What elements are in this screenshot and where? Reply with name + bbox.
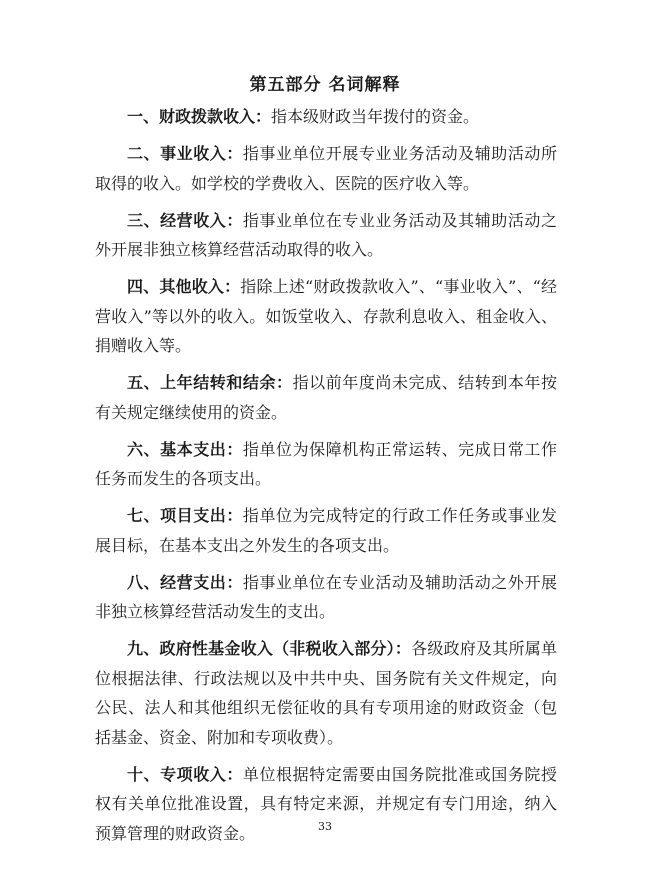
definition-term: 八、经营支出： (127, 572, 243, 592)
definition-operating-income (95, 206, 557, 265)
definition-government-fund-income (95, 634, 557, 752)
definitions-list (95, 102, 557, 856)
definition-term: 十、专项收入： (127, 764, 243, 784)
definition-project-expenditure (95, 501, 557, 560)
definition-fiscal-appropriation-income (95, 102, 557, 132)
definition-term: 六、基本支出： (127, 439, 243, 459)
definition-term: 四、其他收入： (127, 277, 241, 296)
definition-term: 三、经营收入： (127, 210, 243, 230)
definition-term: 七、项目支出： (127, 506, 243, 525)
definition-term: 九、政府性基金收入（非税收入部分）： (127, 639, 412, 658)
definition-business-income (95, 139, 557, 198)
definition-text: 单位根据特定需要由国务院批准或国务院授权有关单位批准设置，具有特定来源，并规定有专门用途，纳入预算管理的财政资金。 (95, 764, 557, 843)
definition-text: 指除上述“财政拨款收入”、“事业收入”、“经营收入”等以外的收入。如饭堂收入、存款利息收入、租金收入、捐赠收入等。 (95, 277, 557, 355)
definition-text: 指本级财政当年拨付的资金。 (271, 107, 480, 126)
definition-term: 二、事业收入： (127, 144, 243, 163)
definition-text: 指事业单位在专业活动及辅助活动之外开展非独立核算经营活动发生的支出。 (95, 572, 557, 621)
definition-term: 五、上年结转和结余： (127, 373, 293, 392)
definition-text: 指事业单位在专业业务活动及其辅助活动之外开展非独立核算经营活动取得的收入。 (95, 210, 557, 259)
definition-text: 指单位为完成特定的行政工作任务或事业发展目标，在基本支出之外发生的各项支出。 (95, 506, 557, 555)
page-title: 第五部分 名词解释 (249, 75, 401, 95)
definition-text: 指单位为保障机构正常运转、完成日常工作任务而发生的各项支出。 (95, 439, 557, 488)
definition-basic-expenditure (95, 435, 557, 494)
page-number: 33 (318, 820, 332, 833)
definition-term: 一、财政拨款收入： (127, 107, 272, 126)
definition-special-income (95, 760, 557, 849)
definition-text: 指事业单位开展专业业务活动及辅助活动所取得的收入。如学校的学费收入、医院的医疗收入等。 (95, 144, 557, 193)
definition-carryover-and-balance (95, 368, 557, 427)
definition-text: 各级政府及其所属单位根据法律、行政法规以及中共中央、国务院有关文件规定，向公民、法人和其他组织无偿征收的具有专项用途的财政资金（包括基金、资金、附加和专项收费）。 (95, 639, 557, 747)
definition-other-income (95, 272, 557, 361)
definition-operating-expenditure (95, 568, 557, 627)
definition-text: 指以前年度尚未完成、结转到本年按有关规定继续使用的资金。 (95, 373, 557, 422)
